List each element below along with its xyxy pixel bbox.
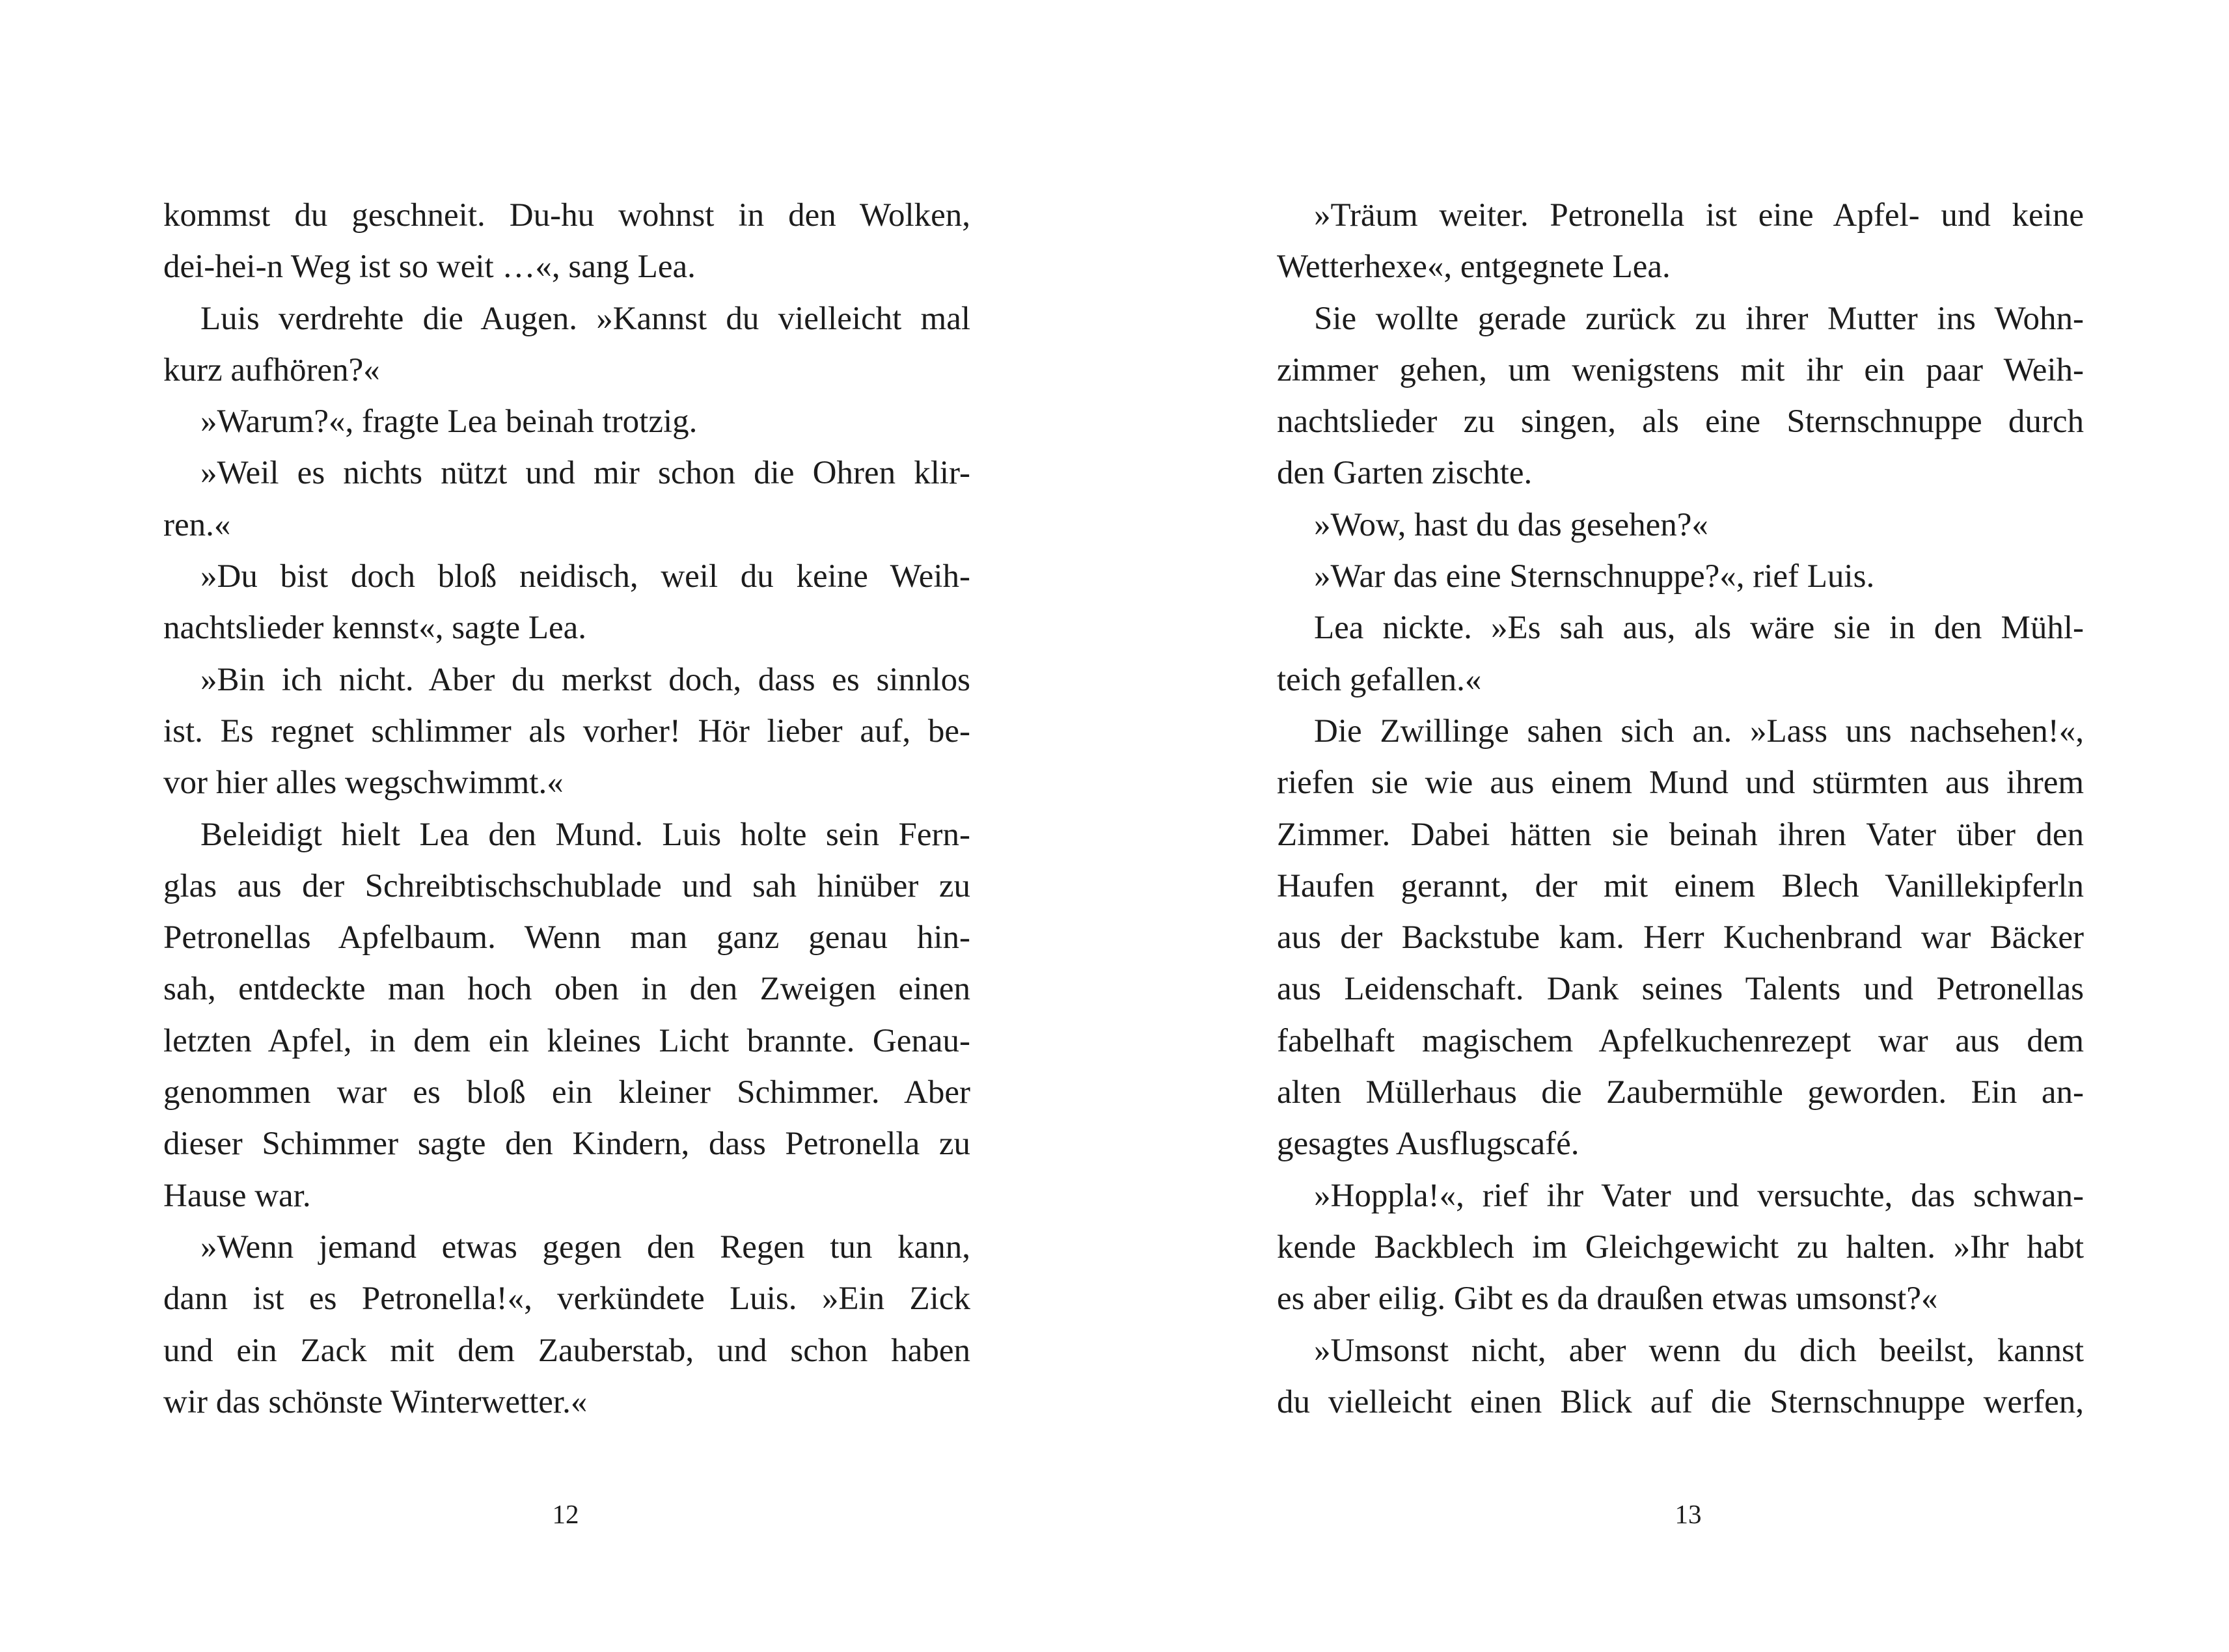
- text-line: alten Müllerhaus die Zaubermühle geworden. Ein an-: [1277, 1074, 2084, 1111]
- text-line: vor hier alles wegschwimmt.«: [163, 765, 564, 802]
- text-line: dann ist es Petronella!«, verkündete Luis. »Ein Zick: [163, 1280, 970, 1318]
- text-line: es aber eilig. Gibt es da draußen etwas umsonst?«: [1277, 1280, 1938, 1318]
- text-line: aus Leidenschaft. Dank seines Talents und Petronellas: [1277, 971, 2084, 1008]
- text-line: »Bin ich nicht. Aber du merkst doch, dass es sinnlos: [200, 661, 970, 698]
- text-line: du vielleicht einen Blick auf die Sternschnuppe werfen,: [1277, 1383, 2084, 1420]
- text-line: fabelhaft magischem Apfelkuchenrezept war aus dem: [1277, 1022, 2084, 1059]
- text-line: kommst du geschneit. Du-hu wohnst in den Wolken,: [163, 197, 970, 234]
- text-line: Die Zwillinge sahen sich an. »Lass uns nachsehen!«,: [1314, 712, 2084, 750]
- text-line: Petronellas Apfelbaum. Wenn man ganz genau hin-: [163, 919, 970, 956]
- right-page-number: 13: [1675, 1499, 1702, 1529]
- text-line: zimmer gehen, um wenigstens mit ihr ein paar Weih-: [1277, 351, 2084, 388]
- text-line: »Weil es nichts nützt und mir schon die Ohren klir-: [200, 455, 970, 492]
- text-line: Zimmer. Dabei hätten sie beinah ihren Vater über den: [1277, 816, 2084, 853]
- left-page-number: 12: [552, 1499, 579, 1529]
- text-line: Wetterhexe«, entgegnete Lea.: [1277, 249, 1671, 286]
- text-line: und ein Zack mit dem Zauberstab, und schon haben: [163, 1332, 970, 1369]
- text-line: »War das eine Sternschnuppe?«, rief Luis.: [1314, 558, 1875, 595]
- text-line: Sie wollte gerade zurück zu ihrer Mutter ins Wohn-: [1314, 300, 2084, 337]
- text-line: »Hoppla!«, rief ihr Vater und versuchte, das schwan-: [1314, 1177, 2084, 1214]
- text-line: gesagtes Ausflugscafé.: [1277, 1126, 1579, 1163]
- text-line: »Wow, hast du das gesehen?«: [1314, 506, 1708, 543]
- text-line: glas aus der Schreibtischschublade und sah hinüber zu: [163, 867, 970, 904]
- text-line: dei-hei-n Weg ist so weit …«, sang Lea.: [163, 249, 696, 286]
- text-line: kende Backblech im Gleichgewicht zu halten. »Ihr habt: [1277, 1228, 2084, 1266]
- text-line: ren.«: [163, 506, 231, 543]
- text-line: nachtslieder zu singen, als eine Sternschnuppe durch: [1277, 403, 2084, 440]
- text-line: sah, entdeckte man hoch oben in den Zweigen einen: [163, 971, 970, 1008]
- text-line: aus der Backstube kam. Herr Kuchenbrand war Bäcker: [1277, 919, 2084, 956]
- text-line: riefen sie wie aus einem Mund und stürmten aus ihrem: [1277, 765, 2084, 802]
- text-line: den Garten zischte.: [1277, 455, 1533, 492]
- text-line: »Träum weiter. Petronella ist eine Apfel- und keine: [1314, 197, 2084, 234]
- right-page: [1114, 0, 2228, 1652]
- left-page: [0, 0, 1114, 1652]
- text-line: »Wenn jemand etwas gegen den Regen tun kann,: [200, 1228, 970, 1266]
- left-page-text: [163, 190, 970, 1428]
- text-line: Beleidigt hielt Lea den Mund. Luis holte sein Fern-: [200, 816, 970, 853]
- text-line: »Umsonst nicht, aber wenn du dich beeilst, kannst: [1314, 1332, 2084, 1369]
- text-line: letzten Apfel, in dem ein kleines Licht brannte. Genau-: [163, 1022, 970, 1059]
- text-line: teich gefallen.«: [1277, 661, 1482, 698]
- text-line: Luis verdrehte die Augen. »Kannst du vielleicht mal: [200, 300, 970, 337]
- text-line: Hause war.: [163, 1177, 311, 1214]
- text-line: nachtslieder kennst«, sagte Lea.: [163, 610, 587, 647]
- text-line: »Du bist doch bloß neidisch, weil du keine Weih-: [200, 558, 970, 595]
- right-page-text: [1277, 190, 2084, 1428]
- text-line: dieser Schimmer sagte den Kindern, dass Petronella zu: [163, 1126, 970, 1163]
- text-line: kurz aufhören?«: [163, 351, 380, 388]
- text-line: wir das schönste Winterwetter.«: [163, 1383, 588, 1420]
- text-line: »Warum?«, fragte Lea beinah trotzig.: [200, 403, 698, 440]
- text-line: ist. Es regnet schlimmer als vorher! Hör lieber auf, be-: [163, 712, 970, 750]
- text-line: genommen war es bloß ein kleiner Schimmer. Aber: [163, 1074, 970, 1111]
- text-line: Haufen gerannt, der mit einem Blech Vanillekipferln: [1277, 867, 2084, 904]
- text-line: Lea nickte. »Es sah aus, als wäre sie in den Mühl-: [1314, 610, 2084, 647]
